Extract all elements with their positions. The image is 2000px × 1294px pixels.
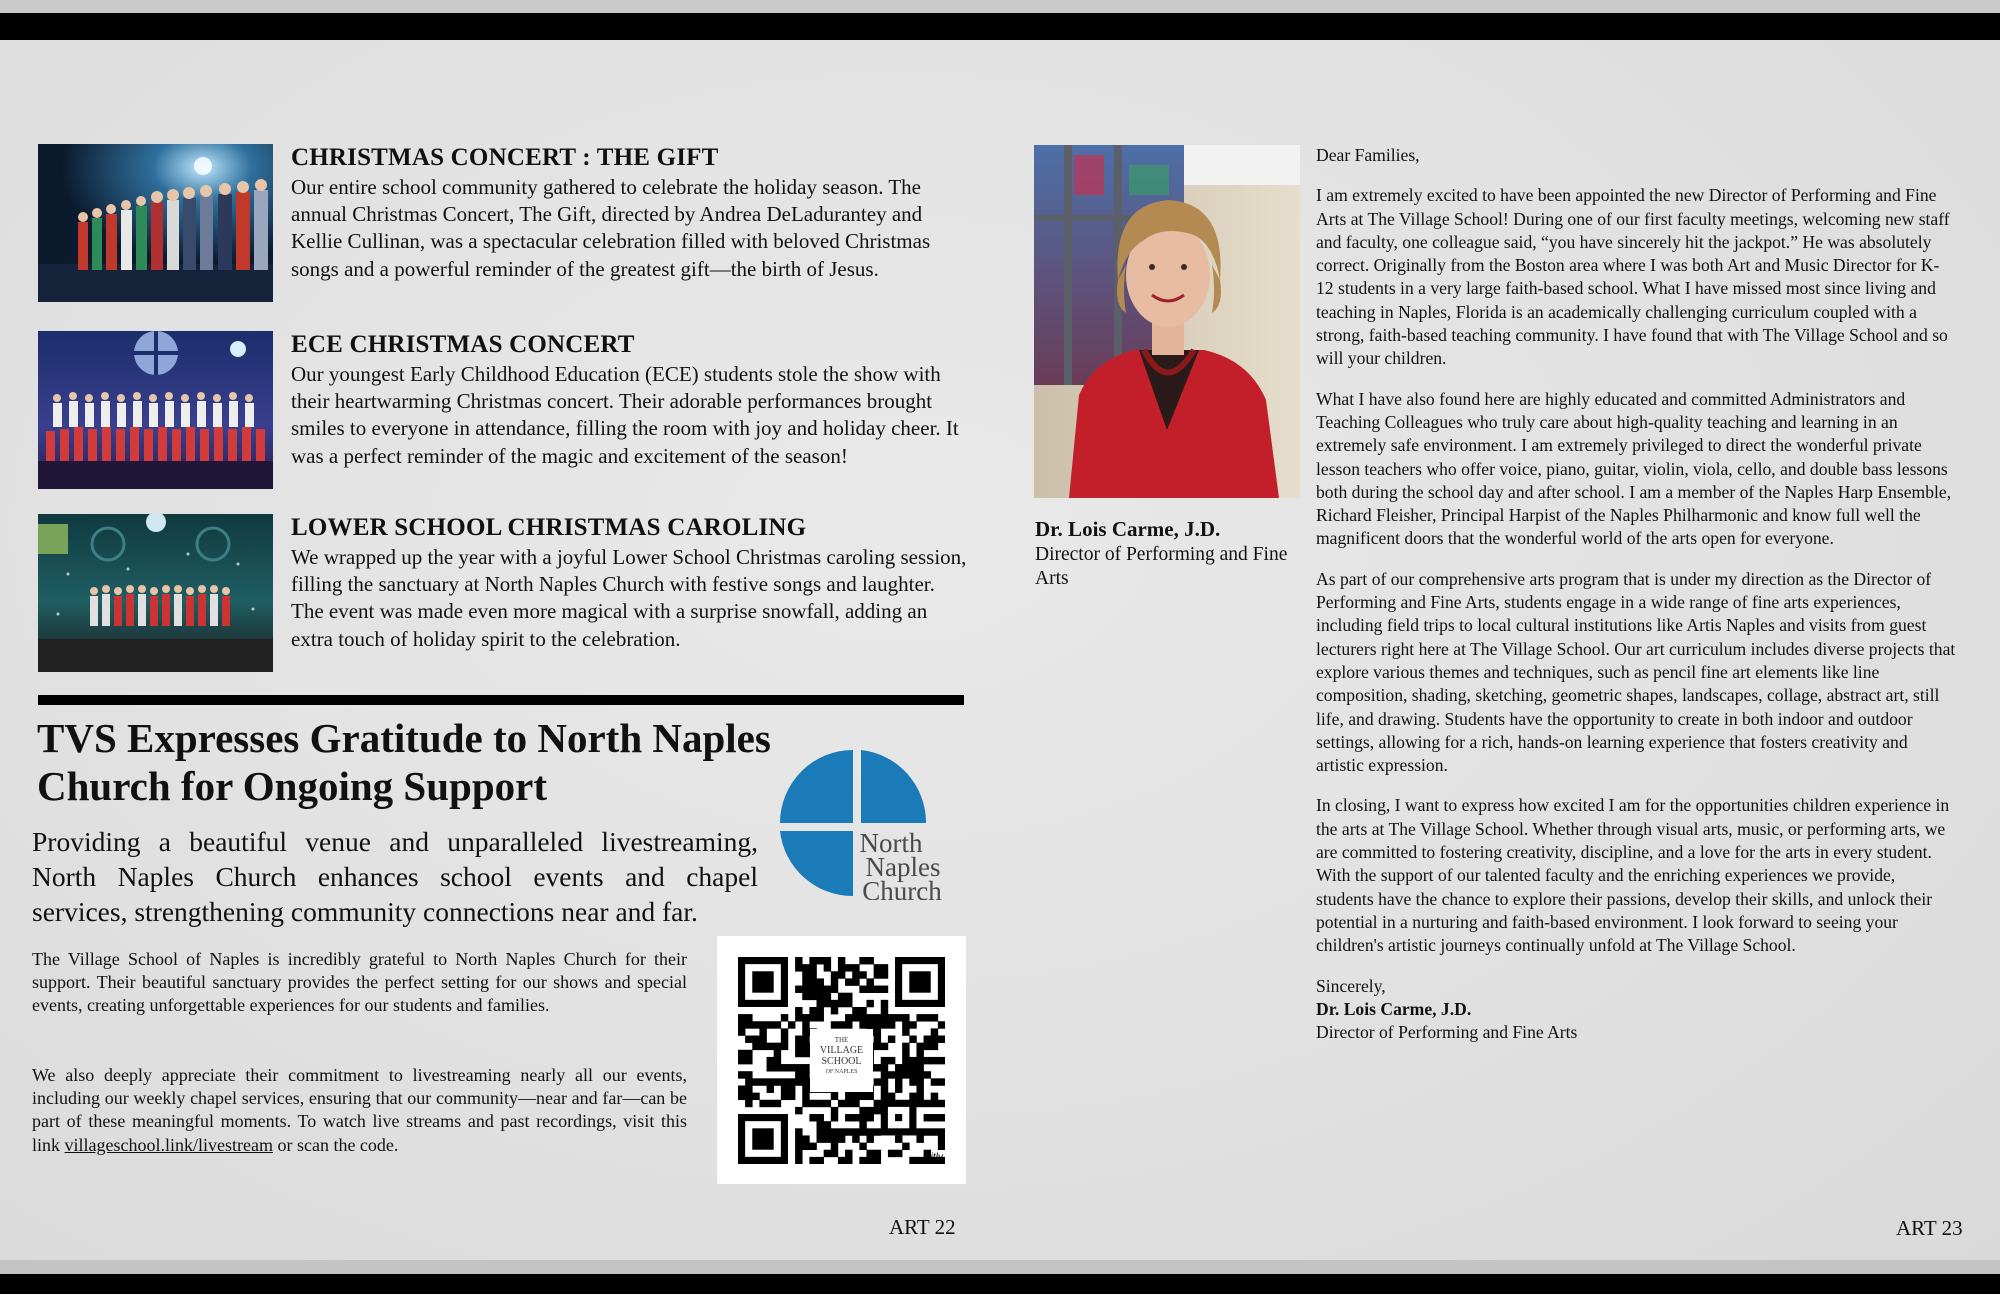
qr-center-line-3: SCHOOL <box>821 1056 862 1067</box>
qr-center-line-1: THE <box>834 1036 849 1044</box>
letter-paragraph: In closing, I want to express how excited I am for the opportunities children experience in the arts at The Village School. Whether through visual arts, music, or performing arts, we are committed to fostering creativity, discipline, and a love for the arts in every student. With the support of our talented faculty and the enriching experiences we provide, students have the chance to explore their passions, develop their skills, and unlock their potential in a nurturing and faith-based environment. I look forward to seeing your children's artistic journeys continually unfold at The Village School. <box>1316 795 1950 956</box>
caroling-photo <box>38 514 273 672</box>
livestream-qr-code[interactable] <box>717 936 966 1184</box>
feature-body-2-text: We also deeply appreciate their commitment to livestreaming nearly all our events, including our weekly chapel services, ensuring that our community—near and far—can be part of these meaningful moments. To watch live streams and past recordings, visit this link <box>32 1065 687 1155</box>
story-heading: LOWER SCHOOL CHRISTMAS CAROLING <box>291 514 807 541</box>
story-body: We wrapped up the year with a joyful Lower School Christmas caroling session, filling the sanctuary at North Naples Church with festive songs and laughter. The event was made even more magical with a surprise snowfall, adding an extra touch of holiday spirit to the celebration. <box>291 545 967 651</box>
page-number-right: ART 23 <box>1896 1216 1963 1240</box>
christmas-concert-photo <box>38 144 273 302</box>
feature-body-2-tail: or scan the code. <box>272 1134 399 1155</box>
letter-paragraph: What I have also found here are highly educated and committed Administrators and Teaching Colleagues who truly care about high-quality teaching and learning in an extremely safe environment. I am extremely privileged to direct the wonderful private lesson teachers who offer voice, piano, guitar, violin, viola, cello, and double bass lessons both during the school day and after school. I am a member of the Naples Harp Ensemble, Richard Fleisher, Principal Harpist of the Naples Philharmonic and know full well the magnificent doors that the wonderful world of the arts open for everyone. <box>1316 388 1952 549</box>
logo-line-1: North <box>859 828 923 858</box>
feature-deck: Providing a beautiful venue and unparalleled livestreaming, North Naples Church enhances school events and chapel services, strengthening community connections near and far. <box>32 826 758 927</box>
section-divider <box>38 695 964 705</box>
bottom-border <box>0 1274 2000 1294</box>
page-number-left: ART 22 <box>889 1215 956 1239</box>
story-body: Our youngest Early Childhood Education (ECE) students stole the show with their heartwarming Christmas concert. Their adorable performances brought smiles to everyone in attendance, filling the room with joy and holiday cheer. It was a perfect reminder of the magic and excitement of the season! <box>291 362 959 468</box>
caption-name: Dr. Lois Carme, J.D. <box>1035 517 1221 541</box>
north-naples-church-logo <box>778 748 954 900</box>
letter-signature-name: Dr. Lois Carme, J.D. <box>1316 998 1472 1019</box>
letter-signature-title: Director of Performing and Fine Arts <box>1316 1022 1578 1043</box>
livestream-link[interactable]: villageschool.link/livestream <box>64 1134 273 1155</box>
qr-center-line-2: VILLAGE <box>819 1045 864 1056</box>
ece-concert-photo <box>38 331 273 489</box>
feature-headline: TVS Expresses Gratitude to North Naples Church for Ongoing Support <box>37 715 771 809</box>
story-heading: ECE CHRISTMAS CONCERT <box>291 331 635 358</box>
logo-line-2: Naples <box>865 852 941 882</box>
caption-title: Director of Performing and Fine Arts <box>1035 544 1288 589</box>
top-border <box>0 13 2000 40</box>
logo-line-3: Church <box>862 876 942 900</box>
story-body: Our entire school community gathered to celebrate the holiday season. The annual Christmas Concert, The Gift, directed by Andrea DeLadurantey and Kellie Cullinan, was a spectacular celebration filled with beloved Christmas songs and a powerful reminder of the greatest gift—the birth of Jesus. <box>291 175 931 281</box>
story-heading: CHRISTMAS CONCERT : THE GIFT <box>291 144 719 171</box>
bitly-mark: bitly <box>925 1152 943 1163</box>
feature-body-1: The Village School of Naples is incredibly grateful to North Naples Church for their support. Their beautiful sanctuary provides the perfect setting for our shows and special events, creating unforgettable experiences for our students and families. <box>32 949 687 1016</box>
director-portrait <box>1034 145 1300 498</box>
feature-body-2 <box>32 1064 687 1157</box>
qr-center-line-4: OF NAPLES <box>825 1069 858 1075</box>
letter-paragraph: I am extremely excited to have been appointed the new Director of Performing and Fine Arts at The Village School! During one of our first faculty meetings, welcoming new staff and faculty, one colleague said, “you have sincerely hit the jackpot.” He was absolutely correct. Originally from the Boston area where I was both Art and Music Director for K-12 students in a very large faith-based school. What I have missed most since living and teaching in Naples, Florida is an academically challenging curriculum coupled with a strong, faith-based teaching community. I have found that with The Village School and so will your children. <box>1316 185 1950 369</box>
letter-paragraph: As part of our comprehensive arts program that is under my direction as the Director of Performing and Fine Arts, students engage in a wide range of fine arts experiences, including field trips to local cultural institutions like Artis Naples and visits from guest lecturers right here at The Village School. Our art curriculum includes diverse projects that explore various themes and techniques, such as pencil fine art elements like line composition, shading, sketching, geometric shapes, landscapes, collage, abstract art, still life, and drawing. Students have the opportunity to create in both indoor and outdoor settings, allowing for a rich, hands-on learning experience that fosters creativity and artistic expression. <box>1316 568 1956 776</box>
bottom-border-grey <box>0 1260 2000 1274</box>
director-letter <box>1316 144 1956 1044</box>
letter-greeting: Dear Families, <box>1316 145 1420 165</box>
letter-closing: Sincerely, <box>1316 975 1386 996</box>
